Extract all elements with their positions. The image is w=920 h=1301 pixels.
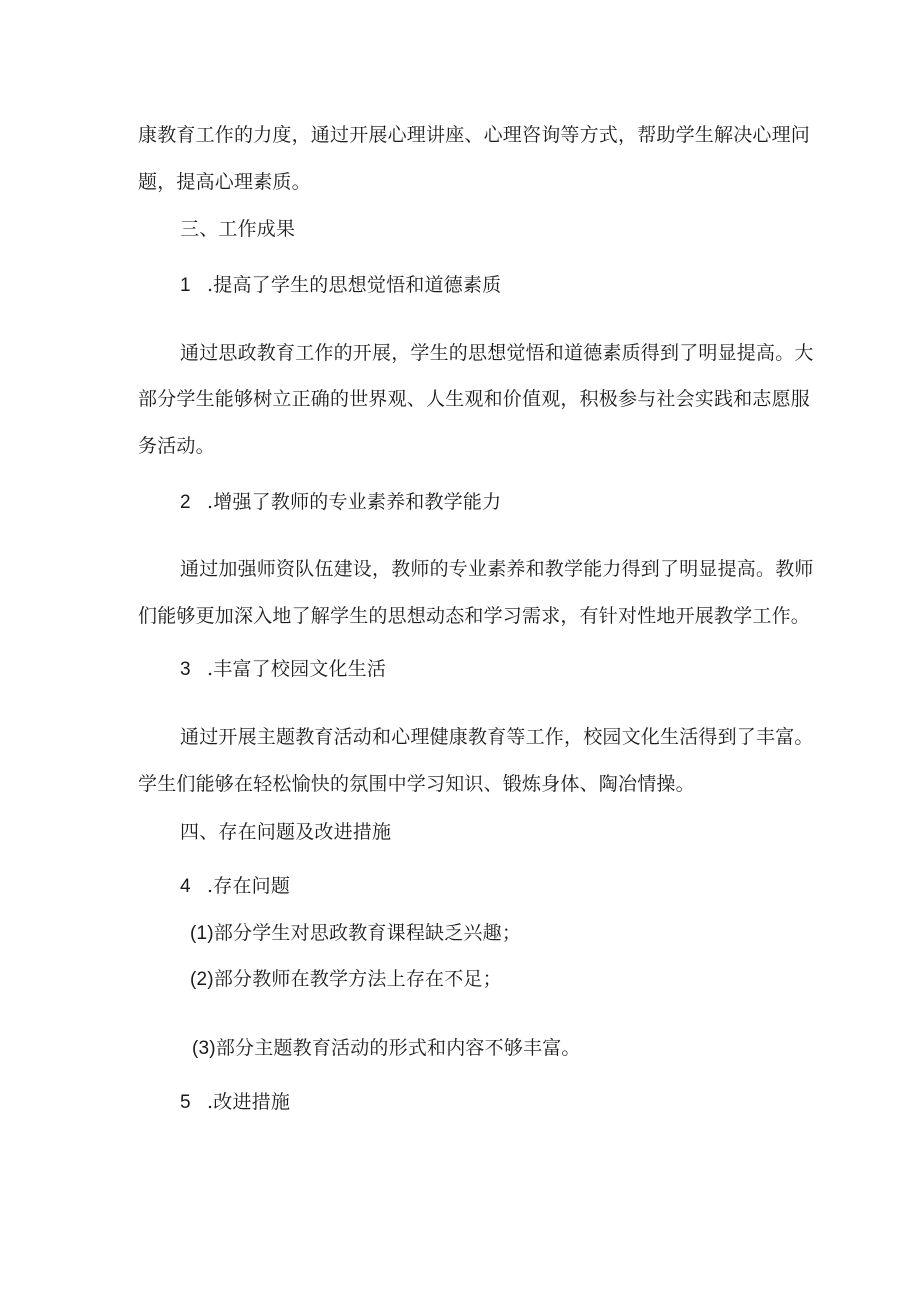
sub-item-text: 部分主题教育活动的形式和内容不够丰富。 <box>215 1037 581 1059</box>
item-heading <box>180 1090 290 1115</box>
item-number: 1 <box>180 275 191 296</box>
paragraph-line: 通过思政教育工作的开展，学生的思想觉悟和道德素质得到了明显提高。大 <box>180 342 814 364</box>
item-heading <box>180 657 386 682</box>
sub-item-text: 部分学生对思政教育课程缺乏兴趣； <box>213 922 522 944</box>
item-title: .增强了教师的专业素养和教学能力 <box>207 491 502 513</box>
paragraph-line: 务活动。 <box>138 435 215 457</box>
paragraph-line: 通过加强师资队伍建设，教师的专业素养和教学能力得到了明显提高。教师 <box>180 558 814 580</box>
paragraph-line: 们能够更加深入地了解学生的思想动态和学习需求，有针对性地开展教学工作。 <box>138 605 811 627</box>
item-number: 2 <box>180 492 191 513</box>
item-heading <box>180 490 501 515</box>
paragraph-line: 通过开展主题教育活动和心理健康教育等工作，校园文化生活得到了丰富。 <box>180 726 814 748</box>
sub-item-text: 部分教师在教学方法上存在不足； <box>213 968 502 990</box>
paragraph-line: 部分学生能够树立正确的世界观、人生观和价值观，积极参与社会实践和志愿服 <box>138 388 811 410</box>
item-heading <box>180 273 501 298</box>
item-number: 5 <box>180 1092 191 1113</box>
sub-item-number: (1) <box>190 923 214 944</box>
item-heading <box>180 874 290 899</box>
sub-item <box>190 967 502 992</box>
sub-item-number: (3) <box>192 1038 216 1059</box>
section-heading: 三、工作成果 <box>180 218 296 240</box>
section-heading: 四、存在问题及改进措施 <box>180 821 392 843</box>
paragraph-line: 学生们能够在轻松愉快的氛围中学习知识、锻炼身体、陶冶情操。 <box>138 773 695 795</box>
paragraph-line: 题，提高心理素质。 <box>138 171 311 193</box>
item-title: .提高了学生的思想觉悟和道德素质 <box>207 274 502 296</box>
paragraph-line: 康教育工作的力度，通过开展心理讲座、心理咨询等方式，帮助学生解决心理问 <box>138 124 811 146</box>
sub-item <box>192 1036 581 1061</box>
item-title: .丰富了校园文化生活 <box>207 658 387 680</box>
sub-item <box>190 921 521 946</box>
item-title: .改进措施 <box>207 1091 291 1113</box>
item-title: .存在问题 <box>207 875 291 897</box>
sub-item-number: (2) <box>190 969 214 990</box>
item-number: 4 <box>180 876 191 897</box>
item-number: 3 <box>180 659 191 680</box>
